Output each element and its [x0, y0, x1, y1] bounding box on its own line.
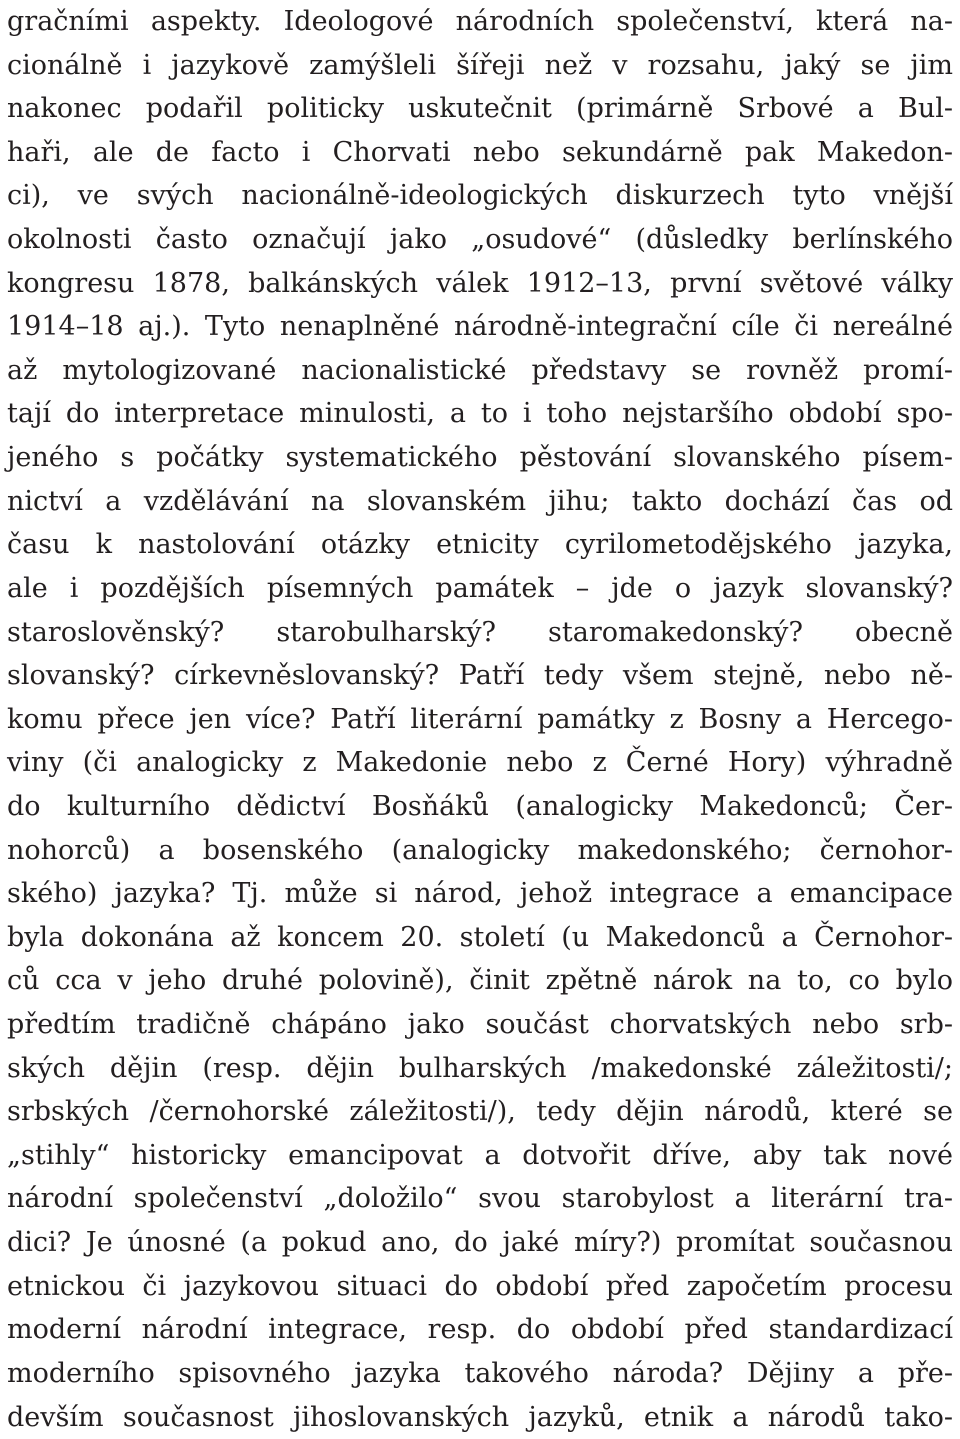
text-line: jeného s počátky systematického pěstování slovanského písem-: [7, 436, 953, 480]
text-line: ského) jazyka? Tj. může si národ, jehož integrace a emancipace: [7, 872, 953, 916]
text-line: cionálně i jazykově zamýšleli šířeji než v rozsahu, jaký se jim: [7, 44, 953, 88]
text-line: gračními aspekty. Ideologové národních společenství, která na-: [7, 0, 953, 44]
text-line: devším současnost jihoslovanských jazyků, etnik a národů tako-: [7, 1396, 953, 1439]
text-line: předtím tradičně chápáno jako součást chorvatských nebo srb-: [7, 1003, 953, 1047]
text-line: národní společenství „doložilo“ svou starobylost a literární tra-: [7, 1177, 953, 1221]
text-line: etnickou či jazykovou situaci do období před započetím procesu: [7, 1265, 953, 1309]
text-line: byla dokonána až koncem 20. století (u Makedonců a Černohor-: [7, 916, 953, 960]
text-line: kongresu 1878, balkánských válek 1912–13, první světové války: [7, 262, 953, 306]
text-line: moderního spisovného jazyka takového národa? Dějiny a pře-: [7, 1352, 953, 1396]
text-line: okolnosti často označují jako „osudové“ (důsledky berlínského: [7, 218, 953, 262]
text-line: ale i pozdějších písemných památek – jde o jazyk slovanský?: [7, 567, 953, 611]
text-line: komu přece jen více? Patří literární památky z Bosny a Hercego-: [7, 698, 953, 742]
text-line: tají do interpretace minulosti, a to i toho nejstaršího období spo-: [7, 392, 953, 436]
text-line: haři, ale de facto i Chorvati nebo sekundárně pak Makedon-: [7, 131, 953, 175]
text-line: viny (či analogicky z Makedonie nebo z Černé Hory) výhradně: [7, 741, 953, 785]
text-line: nohorců) a bosenského (analogicky makedonského; černohor-: [7, 829, 953, 873]
text-line: nakonec podařil politicky uskutečnit (primárně Srbové a Bul-: [7, 87, 953, 131]
text-line: ců cca v jeho druhé polovině), činit zpětně nárok na to, co bylo: [7, 959, 953, 1003]
text-line: nictví a vzdělávání na slovanském jihu; takto dochází čas od: [7, 480, 953, 524]
body-paragraph: [7, 0, 953, 1439]
text-line: slovanský? církevněslovanský? Patří tedy všem stejně, nebo ně-: [7, 654, 953, 698]
text-line: dici? Je únosné (a pokud ano, do jaké míry?) promítat současnou: [7, 1221, 953, 1265]
text-line: staroslověnský? starobulharský? staromakedonský? obecně: [7, 611, 953, 655]
text-line: do kulturního dědictví Bosňáků (analogicky Makedonců; Čer-: [7, 785, 953, 829]
text-line: ci), ve svých nacionálně-ideologických diskurzech tyto vnější: [7, 174, 953, 218]
text-line: 1914–18 aj.). Tyto nenaplněné národně-integrační cíle či nereálné: [7, 305, 953, 349]
document-page: [7, 0, 953, 1439]
text-line: času k nastolování otázky etnicity cyrilometodějského jazyka,: [7, 523, 953, 567]
text-line: „stihly“ historicky emancipovat a dotvořit dříve, aby tak nové: [7, 1134, 953, 1178]
text-line: srbských /černohorské záležitosti/), tedy dějin národů, které se: [7, 1090, 953, 1134]
text-line: až mytologizované nacionalistické představy se rovněž promí-: [7, 349, 953, 393]
text-line: moderní národní integrace, resp. do období před standardizací: [7, 1308, 953, 1352]
text-line: ských dějin (resp. dějin bulharských /makedonské záležitosti/;: [7, 1047, 953, 1091]
